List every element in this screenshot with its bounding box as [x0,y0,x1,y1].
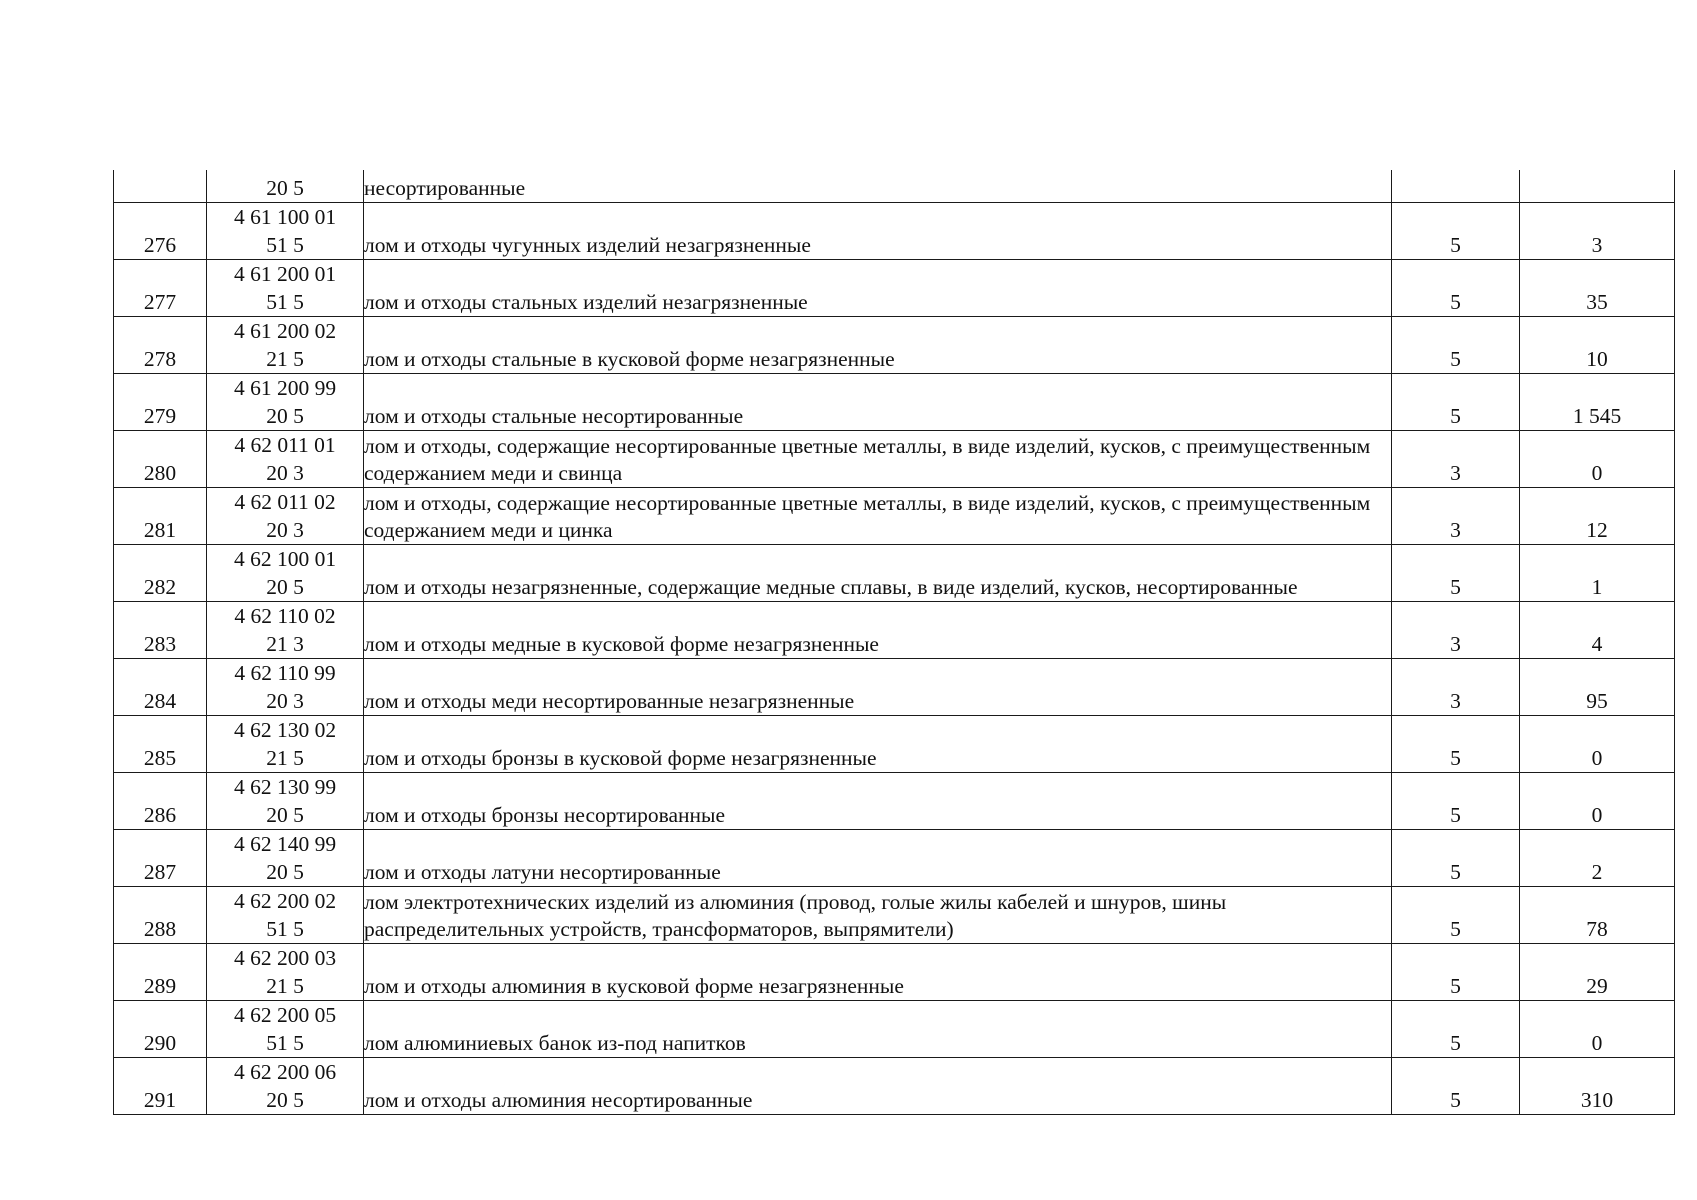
table-row [114,830,1675,887]
waste-code-cell [207,431,364,488]
row-number-cell: 289 [114,944,207,1001]
quantity-cell: 1 545 [1520,374,1675,431]
row-number-cell: 285 [114,716,207,773]
quantity-cell: 310 [1520,1058,1675,1115]
waste-name-cell: лом и отходы стальных изделий незагрязненные [364,260,1392,317]
waste-code-line: 20 5 [266,404,304,428]
row-number-cell: 288 [114,887,207,944]
waste-code-cell [207,1001,364,1058]
hazard-class-cell: 5 [1392,317,1520,374]
waste-code-line: 4 62 130 02 [233,718,337,742]
table-row [114,260,1675,317]
waste-code-cell [207,170,364,203]
table-row [114,659,1675,716]
waste-code-line: 4 62 110 02 [234,604,336,628]
hazard-class-cell: 5 [1392,203,1520,260]
row-number-cell: 286 [114,773,207,830]
waste-code-line: 20 3 [266,689,304,713]
hazard-class-cell: 5 [1392,260,1520,317]
hazard-class-cell: 3 [1392,431,1520,488]
waste-name-cell: лом и отходы бронзы несортированные [364,773,1392,830]
table-row [114,716,1675,773]
waste-code-line: 4 62 200 03 [233,946,337,970]
waste-code-line: 20 5 [266,1088,304,1112]
waste-code-line: 51 5 [266,917,304,941]
table-row [114,545,1675,602]
hazard-class-cell: 5 [1392,773,1520,830]
waste-code-line: 20 3 [266,461,304,485]
waste-code-cell [207,716,364,773]
row-number-cell [114,170,207,203]
table-row [114,1058,1675,1115]
waste-name-cell: лом и отходы чугунных изделий незагрязненные [364,203,1392,260]
waste-code-line: 51 5 [266,290,304,314]
waste-name-cell: лом и отходы, содержащие несортированные цветные металлы, в виде изделий, кусков, с преимущественным содержанием меди и свинца [364,431,1392,488]
quantity-cell: 29 [1520,944,1675,1001]
quantity-cell: 35 [1520,260,1675,317]
table-row [114,944,1675,1001]
row-number-cell: 278 [114,317,207,374]
hazard-class-cell: 5 [1392,1001,1520,1058]
waste-code-line: 21 3 [266,632,304,656]
quantity-cell: 0 [1520,431,1675,488]
waste-name-cell: лом и отходы меди несортированные незагрязненные [364,659,1392,716]
waste-code-line: 4 62 100 01 [233,547,337,571]
quantity-cell: 4 [1520,602,1675,659]
row-number-cell: 291 [114,1058,207,1115]
waste-code-line: 4 62 011 01 [234,433,336,457]
waste-code-line: 4 61 200 99 [233,376,337,400]
waste-name-cell: лом и отходы медные в кусковой форме незагрязненные [364,602,1392,659]
waste-table-body [114,170,1675,1115]
waste-name-cell: лом электротехнических изделий из алюминия (провод, голые жилы кабелей и шнуров, шины распределительных устройств, трансформаторов, выпрямители) [364,887,1392,944]
waste-code-cell [207,203,364,260]
table-row [114,602,1675,659]
quantity-cell: 10 [1520,317,1675,374]
quantity-cell: 3 [1520,203,1675,260]
waste-code-cell [207,545,364,602]
waste-code-cell [207,488,364,545]
waste-code-cell [207,944,364,1001]
row-number-cell: 279 [114,374,207,431]
row-number-cell: 281 [114,488,207,545]
row-number-cell: 287 [114,830,207,887]
waste-code-cell [207,1058,364,1115]
waste-code-line: 4 62 200 02 [233,889,337,913]
waste-name-cell: лом и отходы алюминия несортированные [364,1058,1392,1115]
hazard-class-cell: 5 [1392,1058,1520,1115]
hazard-class-cell: 3 [1392,488,1520,545]
waste-code-line: 51 5 [266,1031,304,1055]
waste-code-cell [207,260,364,317]
quantity-cell: 0 [1520,716,1675,773]
waste-code-line: 4 62 011 02 [234,490,336,514]
table-row [114,317,1675,374]
quantity-cell [1520,170,1675,203]
waste-code-line: 4 61 100 01 [233,205,337,229]
row-number-cell: 290 [114,1001,207,1058]
waste-code-line: 4 62 140 99 [233,832,337,856]
table-row [114,488,1675,545]
table-row [114,170,1675,203]
waste-name-cell: лом и отходы незагрязненные, содержащие медные сплавы, в виде изделий, кусков, несортированные [364,545,1392,602]
waste-code-cell [207,317,364,374]
row-number-cell: 284 [114,659,207,716]
waste-code-line: 20 5 [266,575,304,599]
waste-code-line: 20 5 [266,803,304,827]
waste-code-cell [207,887,364,944]
waste-code-line: 4 62 200 05 [233,1003,337,1027]
waste-name-cell: несортированные [364,170,1392,203]
waste-code-line: 4 62 110 99 [234,661,336,685]
waste-code-line: 4 61 200 02 [233,319,337,343]
waste-code-line: 4 62 200 06 [233,1060,337,1084]
waste-name-cell: лом и отходы стальные несортированные [364,374,1392,431]
row-number-cell: 277 [114,260,207,317]
table-row [114,887,1675,944]
waste-name-cell: лом и отходы латуни несортированные [364,830,1392,887]
waste-name-cell: лом и отходы, содержащие несортированные цветные металлы, в виде изделий, кусков, с преимущественным содержанием меди и цинка [364,488,1392,545]
waste-code-line: 21 5 [266,974,304,998]
table-row [114,203,1675,260]
quantity-cell: 1 [1520,545,1675,602]
table-row [114,431,1675,488]
waste-code-line: 20 5 [266,860,304,884]
row-number-cell: 282 [114,545,207,602]
waste-table [113,170,1675,1115]
quantity-cell: 0 [1520,773,1675,830]
hazard-class-cell: 5 [1392,545,1520,602]
hazard-class-cell: 5 [1392,944,1520,1001]
waste-code-cell [207,374,364,431]
hazard-class-cell: 5 [1392,830,1520,887]
waste-code-line: 4 62 130 99 [233,775,337,799]
hazard-class-cell: 3 [1392,659,1520,716]
waste-name-cell: лом и отходы стальные в кусковой форме незагрязненные [364,317,1392,374]
row-number-cell: 280 [114,431,207,488]
waste-code-cell [207,602,364,659]
waste-code-line: 20 5 [266,176,304,200]
quantity-cell: 0 [1520,1001,1675,1058]
quantity-cell: 2 [1520,830,1675,887]
waste-code-line: 21 5 [266,347,304,371]
hazard-class-cell: 5 [1392,374,1520,431]
waste-code-cell [207,659,364,716]
waste-name-cell: лом и отходы алюминия в кусковой форме незагрязненные [364,944,1392,1001]
waste-code-line: 21 5 [266,746,304,770]
hazard-class-cell: 3 [1392,602,1520,659]
hazard-class-cell: 5 [1392,887,1520,944]
quantity-cell: 12 [1520,488,1675,545]
waste-name-cell: лом и отходы бронзы в кусковой форме незагрязненные [364,716,1392,773]
row-number-cell: 276 [114,203,207,260]
hazard-class-cell [1392,170,1520,203]
waste-code-line: 4 61 200 01 [233,262,337,286]
waste-code-cell [207,773,364,830]
table-row [114,773,1675,830]
waste-code-line: 51 5 [266,233,304,257]
table-row [114,1001,1675,1058]
waste-code-line: 20 3 [266,518,304,542]
row-number-cell: 283 [114,602,207,659]
waste-name-cell: лом алюминиевых банок из-под напитков [364,1001,1392,1058]
waste-code-cell [207,830,364,887]
quantity-cell: 78 [1520,887,1675,944]
hazard-class-cell: 5 [1392,716,1520,773]
quantity-cell: 95 [1520,659,1675,716]
table-row [114,374,1675,431]
